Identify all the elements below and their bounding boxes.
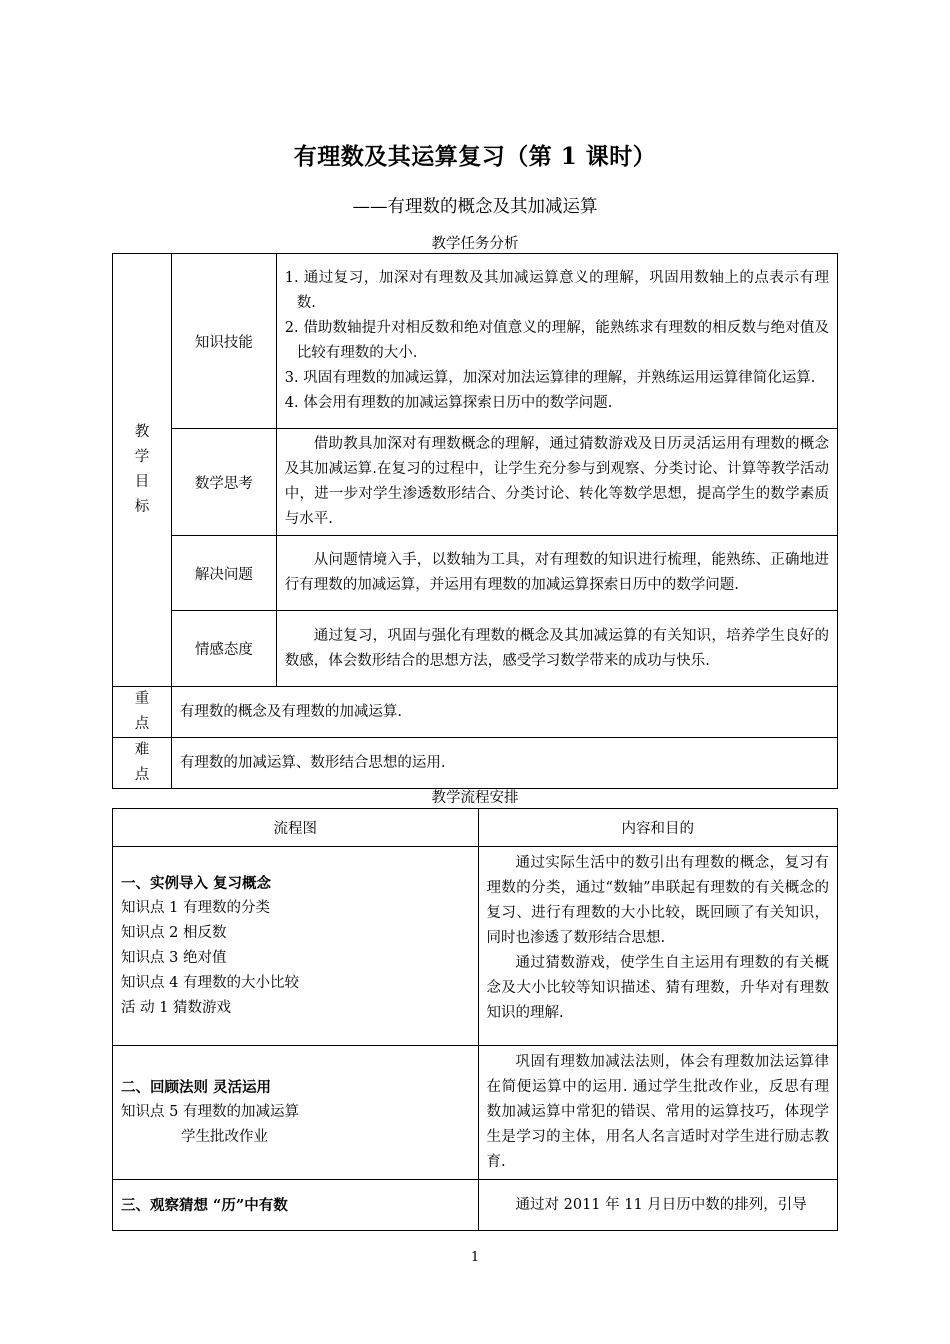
teaching-goals-table: [112, 253, 838, 789]
page-number: 1: [470, 1250, 480, 1265]
key-point-label: 重 点: [113, 687, 172, 738]
knowledge-item: 4. 体会用有理数的加减运算探索日历中的数学问题.: [284, 395, 613, 411]
knowledge-item: 3. 巩固有理数的加减运算，加深对加法运算律的理解，并熟练运用运算律简化运算.: [284, 370, 816, 386]
goal-content-problem-solving: 从问题情境入手，以数轴为工具，对有理数的知识进行梳理，能熟练、正确地进行有理数的加减运算，并运用有理数的加减运算探索日历中的数学问题.: [276, 536, 837, 611]
flow-purpose-2: [478, 1046, 837, 1180]
flow-step-item: 知识点 2 相反数: [121, 925, 227, 941]
flow-purpose-paragraph: 通过对 2011 年 11 月日历中数的排列，引导: [515, 1196, 807, 1213]
flow-purpose-1: [478, 847, 837, 1046]
difficult-point-label: 难 点: [113, 738, 172, 789]
section-caption-flow: 教学流程安排: [431, 790, 519, 806]
flow-step-1: [113, 847, 479, 1046]
flow-step-item: 学生批改作业: [181, 1129, 268, 1145]
goal-label-attitude: 情感态度: [171, 611, 276, 687]
flow-purpose-paragraph: 通过实际生活中的数引出有理数的概念，复习有理数的分类，通过“数轴”串联起有理数的有关概念的复习、进行有理数的大小比较，既回顾了有关知识，同时也渗透了数形结合思想.: [486, 855, 829, 946]
document-subtitle: ——有理数的概念及其加减运算: [352, 197, 598, 217]
goal-label-problem-solving: 解决问题: [171, 536, 276, 611]
knowledge-item: 2. 借助数轴提升对相反数和绝对值意义的理解，能熟练求有理数的相反数与绝对值及比较有理数的大小.: [284, 320, 829, 361]
flow-step-item: 知识点 4 有理数的大小比较: [121, 975, 299, 991]
flow-step-heading: 一、实例导入 复习概念: [121, 875, 272, 892]
flow-header-content: 内容和目的: [478, 809, 837, 847]
difficult-point-text: 有理数的加减运算、数形结合思想的运用.: [171, 738, 837, 789]
goal-label-knowledge: 知识技能: [171, 254, 276, 429]
goal-content-knowledge: [276, 254, 837, 429]
section-caption-task-analysis: 教学任务分析: [431, 236, 519, 252]
document-title: 有理数及其运算复习（第 1 课时）: [293, 143, 657, 170]
flow-step-item: 知识点 5 有理数的加减运算: [121, 1104, 299, 1120]
goals-label: 教 学 目 标: [113, 254, 172, 687]
goal-content-attitude: 通过复习，巩固与强化有理数的概念及其加减运算的有关知识，培养学生良好的数感，体会数形结合的思想方法，感受学习数学带来的成功与快乐.: [276, 611, 837, 687]
knowledge-item: 1. 通过复习，加深对有理数及其加减运算意义的理解，巩固用数轴上的点表示有理数.: [284, 270, 829, 311]
flow-step-3: [113, 1180, 479, 1231]
flow-step-item: 活 动 1 猜数游戏: [121, 1000, 232, 1016]
flow-purpose-paragraph: 巩固有理数加减法法则，体会有理数加法运算律在简便运算中的运用. 通过学生批改作业，反思有理数加减运算中常犯的错误、常用的运算技巧，体现学生是学习的主体，用名人名言适时对学生进行励志教育.: [486, 1054, 829, 1170]
flow-step-2: [113, 1046, 479, 1180]
teaching-flow-table: [112, 808, 838, 1231]
key-point-text: 有理数的概念及有理数的加减运算.: [171, 687, 837, 738]
flow-header-chart: 流程图: [113, 809, 479, 847]
flow-step-item: 知识点 3 绝对值: [121, 950, 227, 966]
flow-step-heading: 三、观察猜想 “历”中有数: [121, 1196, 288, 1214]
goal-content-thinking: 借助教具加深对有理数概念的理解，通过猜数游戏及日历灵活运用有理数的概念及其加减运算.在复习的过程中，让学生充分参与到观察、分类讨论、计算等教学活动中，进一步对学生渗透数形结合、分类讨论、转化等数学思想，提高学生的数学素质与水平.: [276, 429, 837, 536]
goal-label-thinking: 数学思考: [171, 429, 276, 536]
flow-step-item: 知识点 1 有理数的分类: [121, 900, 270, 916]
flow-purpose-3: [478, 1180, 837, 1231]
flow-purpose-paragraph: 通过猜数游戏，使学生自主运用有理数的有关概念及大小比较等知识描述、猜有理数，升华对有理数知识的理解.: [486, 955, 829, 1021]
flow-step-heading: 二、回顾法则 灵活运用: [121, 1079, 272, 1096]
